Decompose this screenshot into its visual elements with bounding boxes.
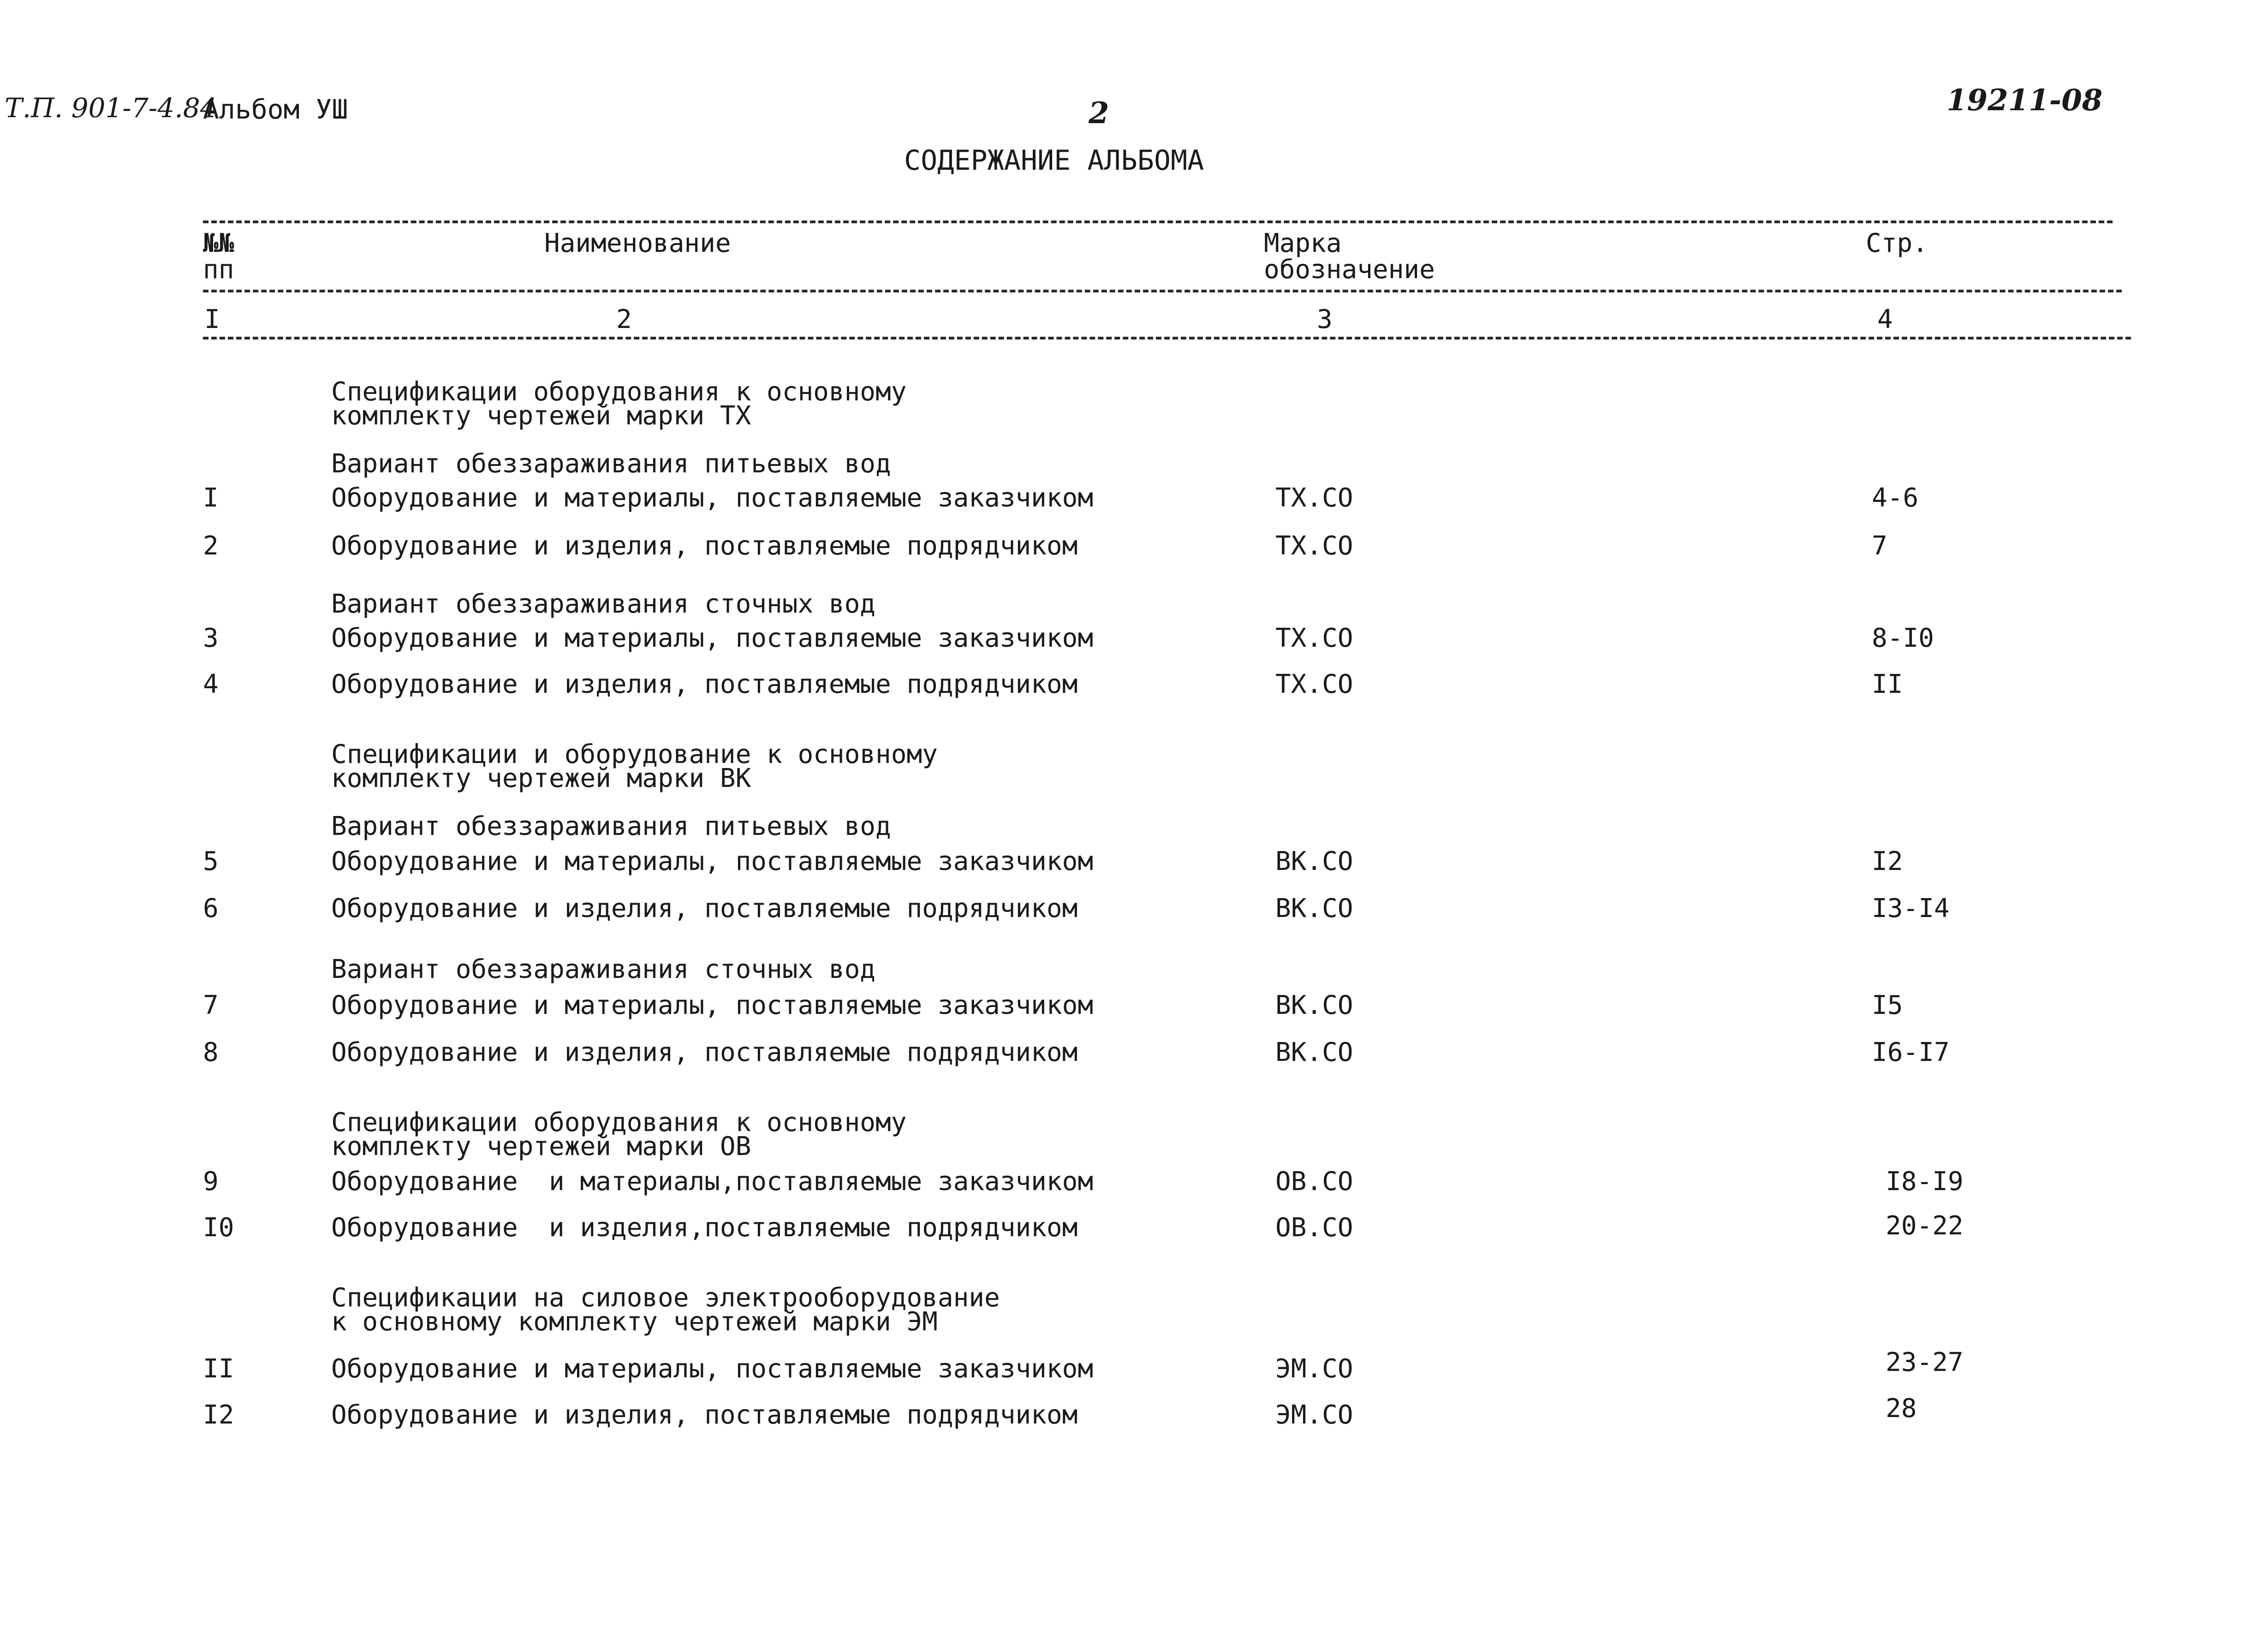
row-mark: ЭМ.СО	[1275, 1354, 1353, 1384]
row-number: 3	[203, 623, 219, 653]
section-title-line: комплекту чертежей марки ВК	[331, 763, 751, 793]
row-mark: ТХ.СО	[1275, 623, 1353, 653]
column-number-2: 2	[616, 304, 632, 334]
row-page: 23-27	[1886, 1347, 1964, 1377]
variant-heading: Вариант обеззараживания питьевых вод	[331, 811, 891, 841]
column-number-1: I	[204, 304, 220, 334]
column-header-name: Наименование	[544, 228, 731, 258]
document-number: 19211-08	[1947, 83, 2103, 118]
column-header-mark-sub: обозначение	[1264, 255, 1435, 285]
row-mark: ТХ.СО	[1275, 669, 1353, 699]
row-number: 4	[203, 669, 219, 699]
row-page: 4-6	[1872, 483, 1919, 513]
column-number-4: 4	[1877, 304, 1893, 334]
header-rule-middle	[203, 290, 2122, 292]
document-title: СОДЕРЖАНИЕ АЛЬБОМА	[904, 144, 1204, 177]
row-name: Оборудование и изделия, поставляемые подрядчиком	[331, 1400, 1078, 1430]
row-page: II	[1872, 669, 1903, 699]
row-mark: ВК.СО	[1275, 846, 1353, 876]
row-name: Оборудование и изделия, поставляемые подрядчиком	[331, 893, 1078, 923]
row-number: 8	[203, 1037, 219, 1067]
section-title-line: комплекту чертежей марки ТХ	[331, 401, 751, 431]
column-header-mark: Марка	[1264, 228, 1342, 258]
row-page: 8-I0	[1872, 623, 1934, 653]
header-rule-top	[203, 220, 2113, 223]
section-title-line: к основному комплекту чертежей марки ЭМ	[331, 1307, 938, 1337]
row-page: I6-I7	[1872, 1037, 1950, 1067]
row-name: Оборудование и изделия,поставляемые подрядчиком	[331, 1213, 1078, 1243]
row-page: I8-I9	[1886, 1167, 1964, 1197]
header-rule-bottom	[203, 337, 2131, 340]
row-name: Оборудование и материалы, поставляемые заказчиком	[331, 1354, 1094, 1384]
row-mark: ТХ.СО	[1275, 531, 1353, 561]
row-page: 7	[1872, 531, 1887, 561]
row-mark: ОВ.СО	[1275, 1213, 1353, 1243]
column-header-number: №№	[203, 228, 234, 258]
section-title-line: комплекту чертежей марки ОВ	[331, 1132, 751, 1162]
variant-heading: Вариант обеззараживания сточных вод	[331, 589, 876, 619]
row-name: Оборудование и материалы, поставляемые заказчиком	[331, 623, 1094, 653]
row-number: 2	[203, 531, 219, 561]
row-name: Оборудование и материалы, поставляемые заказчиком	[331, 990, 1094, 1020]
section-title-ov	[331, 1108, 907, 1162]
row-page: I3-I4	[1872, 893, 1950, 923]
row-page: 20-22	[1886, 1211, 1964, 1241]
section-title-vk	[331, 739, 938, 793]
variant-heading: Вариант обеззараживания питьевых вод	[331, 449, 891, 479]
row-number: 5	[203, 846, 219, 876]
section-title-tx	[331, 377, 907, 431]
row-number: 6	[203, 893, 219, 923]
row-mark: ВК.СО	[1275, 1037, 1353, 1067]
row-number: 9	[203, 1167, 219, 1197]
row-name: Оборудование и изделия, поставляемые подрядчиком	[331, 669, 1078, 699]
row-mark: ТХ.СО	[1275, 483, 1353, 513]
row-mark: ОВ.СО	[1275, 1167, 1353, 1197]
row-mark: ЭМ.СО	[1275, 1400, 1353, 1430]
row-name: Оборудование и изделия, поставляемые подрядчиком	[331, 1037, 1078, 1067]
row-name: Оборудование и материалы,поставляемые заказчиком	[331, 1167, 1094, 1197]
page-number: 2	[1089, 96, 1109, 131]
column-header-page: Стр.	[1866, 228, 1928, 258]
row-page: I2	[1872, 846, 1903, 876]
album-label: Альбом УШ	[203, 94, 348, 125]
section-title-line: Спецификации на силовое электрооборудование	[331, 1283, 1000, 1313]
row-name: Оборудование и изделия, поставляемые подрядчиком	[331, 531, 1078, 561]
variant-heading: Вариант обеззараживания сточных вод	[331, 954, 876, 984]
row-number: I0	[203, 1213, 234, 1243]
row-mark: ВК.СО	[1275, 893, 1353, 923]
column-number-3: 3	[1317, 304, 1333, 334]
row-number: I	[203, 483, 219, 513]
row-page: 28	[1886, 1394, 1917, 1424]
row-number: 7	[203, 990, 219, 1020]
row-number: II	[203, 1354, 234, 1384]
row-name: Оборудование и материалы, поставляемые заказчиком	[331, 846, 1094, 876]
row-page: I5	[1872, 990, 1903, 1020]
row-mark: ВК.СО	[1275, 990, 1353, 1020]
section-title-line: Спецификации оборудования к основному	[331, 1108, 907, 1138]
row-number: I2	[203, 1400, 234, 1430]
section-title-line: Спецификации и оборудование к основному	[331, 739, 938, 769]
row-name: Оборудование и материалы, поставляемые заказчиком	[331, 483, 1094, 513]
section-title-line: Спецификации оборудования к основному	[331, 377, 907, 407]
project-code: Т.П. 901-7-4.84	[5, 92, 217, 124]
column-header-number-sub: пп	[203, 255, 234, 285]
section-title-em	[331, 1283, 1000, 1337]
